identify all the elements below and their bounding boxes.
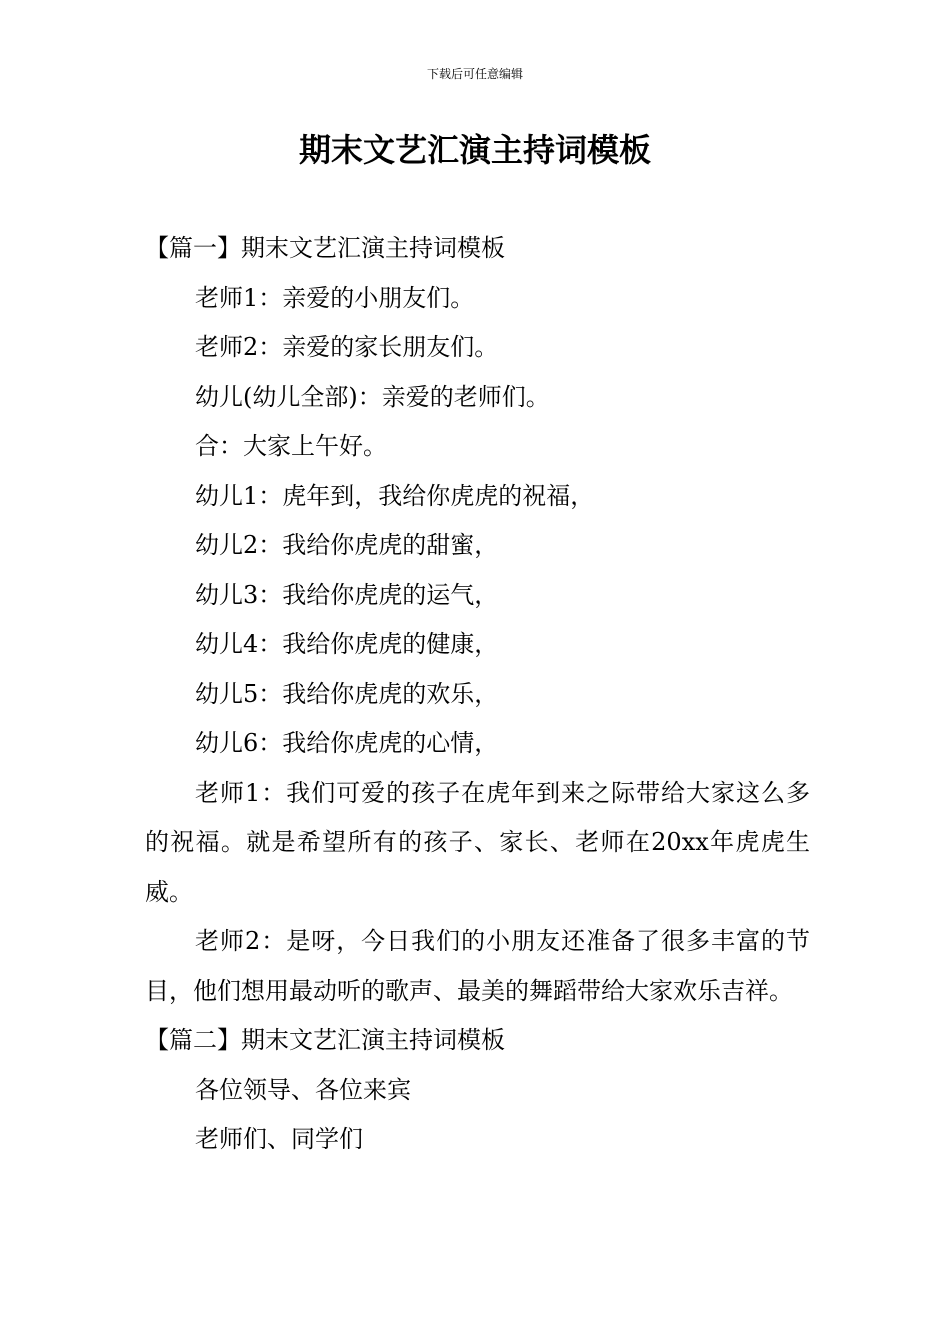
script-line: 老师2：亲爱的家长朋友们。	[195, 333, 499, 361]
section-heading-2: 【篇二】期末文艺汇演主持词模板	[145, 1026, 505, 1054]
script-line: 老师们、同学们	[195, 1125, 363, 1153]
script-line: 各位领导、各位来宾	[195, 1075, 411, 1104]
header-note: 下载后可任意编辑	[426, 67, 523, 81]
script-line: 老师1：亲爱的小朋友们。	[195, 283, 475, 312]
document-title: 期末文艺汇演主持词模板	[298, 131, 651, 169]
script-line: 合：大家上午好。	[195, 432, 387, 460]
section-heading-1: 【篇一】期末文艺汇演主持词模板	[145, 234, 505, 262]
script-paragraph: 老师1：我们可爱的孩子在虎年到来之际带给大家这么多的祝福。就是希望所有的孩子、家长、老师在20xx年虎虎生威。	[145, 778, 810, 906]
script-line: 幼儿2：我给你虎虎的甜蜜，	[195, 531, 499, 559]
script-line: 幼儿3：我给你虎虎的运气，	[195, 580, 499, 609]
script-line: 幼儿1：虎年到，我给你虎虎的祝福，	[195, 481, 595, 510]
script-line: 幼儿5：我给你虎虎的欢乐，	[195, 679, 499, 708]
script-line: 幼儿6：我给你虎虎的心情，	[195, 729, 499, 757]
document-body	[145, 224, 810, 1165]
script-paragraph: 老师2：是呀，今日我们的小朋友还准备了很多丰富的节目，他们想用最动听的歌声、最美的舞蹈带给大家欢乐吉祥。	[145, 927, 810, 1005]
script-line: 幼儿4：我给你虎虎的健康，	[195, 630, 499, 658]
script-line: 幼儿(幼儿全部)：亲爱的老师们。	[195, 382, 550, 411]
